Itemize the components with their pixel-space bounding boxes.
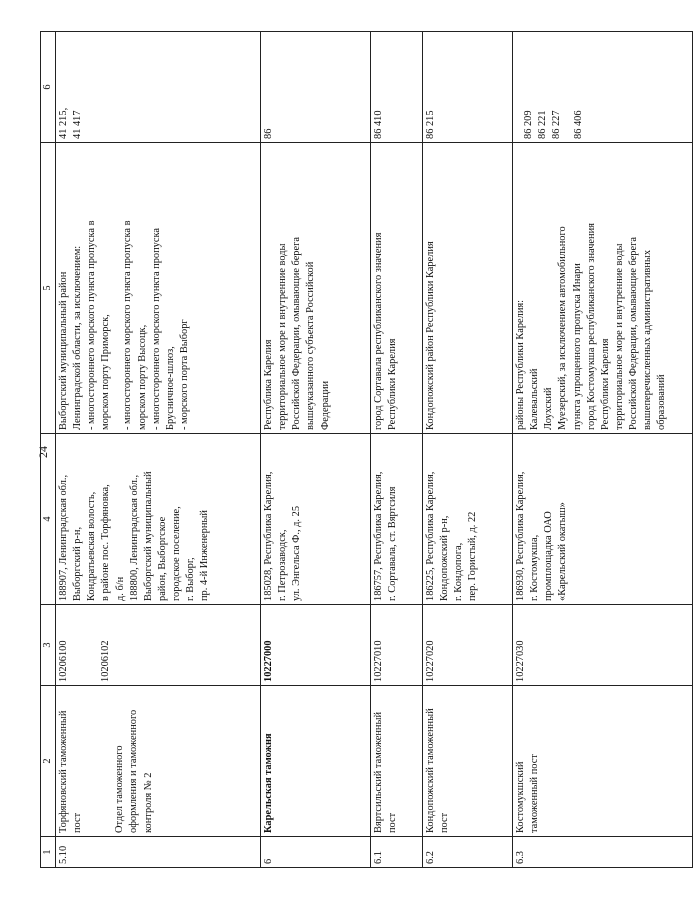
table-row [423, 31, 513, 867]
customs-posts-table [40, 31, 693, 868]
table-row [513, 31, 693, 867]
jurisdiction-line: - морского порта Выборг [178, 318, 190, 430]
row-number: 5.10 [58, 845, 69, 864]
jurisdiction-cell [56, 142, 261, 433]
post-code-cell [261, 604, 371, 685]
jurisdiction-line: Российской Федерации, омывающие берега [628, 236, 640, 430]
address-line: 185028, Республика Карелия, [263, 471, 274, 601]
post-name-line: Карельская таможня [263, 732, 274, 833]
header-row [41, 31, 56, 867]
address-cell [371, 433, 423, 604]
address-line: пр. 4-й Инженерный [199, 509, 211, 601]
column-header: 1 [41, 836, 56, 867]
post-code-cell [513, 604, 693, 685]
column-header: 2 [41, 685, 56, 836]
jurisdiction-line: Брусничное-шлюз, [164, 345, 176, 430]
row-number-cell [371, 836, 423, 867]
post-code: 10227010 [373, 639, 384, 682]
jurisdiction-line: - многостороннего морского пункта пропуска в [86, 220, 98, 430]
address-cell [513, 433, 693, 604]
address-line: в районе пос. Торфяновка, [100, 483, 112, 601]
post-code: 10227030 [515, 639, 526, 682]
row-number-cell [261, 836, 371, 867]
oktmo-code: 86 406 [573, 109, 585, 139]
address-line: «Карельский окатыш» [557, 501, 569, 601]
row-number: 6.3 [515, 850, 526, 864]
post-name-cell [371, 685, 423, 836]
address-line: ул. Энгельса Ф., д. 25 [291, 505, 303, 601]
oktmo-codes-cell [423, 31, 513, 142]
jurisdiction-line: вышеуказанного субъекта Российской [305, 261, 317, 430]
jurisdiction-line: Муезерский, за исключением автомобильного [557, 225, 569, 430]
post-name-cell [423, 685, 513, 836]
jurisdiction-line: районы Республики Карелия: [515, 299, 526, 430]
oktmo-code: 86 [263, 128, 274, 139]
jurisdiction-line: город Сортавала республиканского значения [373, 232, 384, 430]
jurisdiction-line: Российской Федерации, омывающие берега [291, 236, 303, 430]
post-code: 10227020 [425, 639, 436, 682]
row-number: 6 [263, 858, 274, 864]
address-line: д. б/н [114, 576, 126, 601]
oktmo-code: 41 215, [58, 107, 69, 139]
row-number-cell [513, 836, 693, 867]
jurisdiction-line: образований [656, 373, 668, 430]
oktmo-codes-cell [56, 31, 261, 142]
address-line: 188907, Ленинградская обл., [58, 474, 69, 601]
sub-post-name [113, 689, 155, 833]
page-number: 24 [36, 446, 50, 458]
row-number-cell [423, 836, 513, 867]
post-code: 10206100 [58, 639, 69, 682]
post-code: 10227000 [263, 639, 274, 682]
jurisdiction-cell [423, 142, 513, 433]
post-code-cell [423, 604, 513, 685]
jurisdiction-cell [261, 142, 371, 433]
post-code: 10206102 [100, 639, 112, 682]
post-name-cell [513, 685, 693, 836]
post-name-line: пост [72, 812, 84, 833]
jurisdiction-line: Выборгский муниципальный район [58, 271, 69, 430]
jurisdiction-line: Республика Карелия [263, 339, 274, 430]
jurisdiction-line: Калевальский [529, 368, 541, 430]
post-name-line: пост [387, 812, 399, 833]
address-line: 186757, Республика Карелия, [373, 471, 384, 601]
oktmo-code: 86 215 [425, 109, 436, 139]
address-line: район, Выборгское [156, 516, 168, 601]
column-header: 4 [41, 433, 56, 604]
column-header: 5 [41, 142, 56, 433]
address-line: пер. Гористый, д. 22 [467, 511, 479, 601]
address-line: г. Сортавала, ст. Вяртсиля [387, 486, 399, 601]
jurisdiction-line: территориальное море и внутренние воды [613, 242, 625, 430]
oktmo-code: 86 221 [536, 109, 548, 139]
jurisdiction-line: - многостороннего морского пункта пропуска в [122, 220, 134, 430]
address-line: г. Кондопога, [453, 542, 465, 601]
oktmo-code: 86 209 [522, 109, 534, 139]
column-header: 3 [41, 604, 56, 685]
oktmo-codes-cell [371, 31, 423, 142]
table-body [56, 31, 693, 867]
jurisdiction-line: Ленинградской области, за исключением: [72, 245, 84, 430]
sub-post-code [99, 608, 113, 682]
oktmo-code [514, 35, 522, 139]
address-cell [56, 433, 261, 604]
row-number: 6.2 [425, 850, 436, 864]
address-line: 188800, Ленинградская обл., [128, 474, 140, 601]
address-line: Кондопожский р-н, [439, 515, 451, 601]
table-row [371, 31, 423, 867]
post-name-cell [261, 685, 371, 836]
oktmo-code: 86 410 [373, 109, 384, 139]
jurisdiction-cell [371, 142, 423, 433]
row-number: 6.1 [373, 850, 384, 864]
address-line: 186930, Республика Карелия, [515, 471, 526, 601]
address-line: Кондратьевская волость, [86, 491, 98, 601]
jurisdiction-line: пункта упрощенного пропуска Инари [571, 262, 583, 430]
post-code-cell [371, 604, 423, 685]
address-line: 186225, Республика Карелия, [425, 471, 436, 601]
post-code-cell [56, 604, 261, 685]
jurisdiction-line: город Костомукша республиканского значения [585, 222, 597, 430]
address-cell [261, 433, 371, 604]
oktmo-code [564, 35, 572, 139]
column-header: 6 [41, 31, 56, 142]
address-line: городское поселение, [171, 505, 183, 601]
post-name-line: Костомукшский [515, 761, 526, 833]
table-row [261, 31, 371, 867]
address-line: Выборгский р-н, [72, 526, 84, 601]
jurisdiction-cell [513, 142, 693, 433]
post-name-line: Вяртсильский таможенный [373, 711, 384, 833]
post-name-line: таможенный пост [529, 753, 541, 833]
oktmo-code: 41 417 [72, 109, 84, 139]
jurisdiction-line: территориальное море и внутренние воды [277, 242, 289, 430]
address-line: промплощадка ОАО [543, 510, 555, 601]
address-line: г. Костомукша, [529, 534, 541, 601]
post-name-line: Торфяновский таможенный [58, 710, 69, 833]
jurisdiction-line: Республики Карелия [387, 338, 399, 430]
address-line: г. Петрозаводск, [277, 529, 289, 601]
post-name-line: Кондопожский таможенный [425, 707, 436, 833]
jurisdiction-line: морском порту Высоцк, [136, 324, 148, 430]
post-name-line: контроля № 2 [142, 772, 154, 833]
oktmo-code: 86 227 [551, 109, 563, 139]
jurisdiction-line: морском порту Приморск, [100, 313, 112, 430]
address-line: Выборгский муниципальный [142, 470, 154, 601]
post-name-cell [56, 685, 261, 836]
post-name-line: оформления и таможенного [128, 709, 140, 833]
jurisdiction-line: - многостороннего морского пункта пропуска [150, 227, 162, 430]
post-name-line: пост [439, 812, 451, 833]
table-row [56, 31, 261, 867]
oktmo-codes-cell [513, 31, 693, 142]
row-number-cell [56, 836, 261, 867]
jurisdiction-line: Кондопожский район Республики Карелия [425, 240, 436, 430]
jurisdiction-line [114, 146, 122, 430]
jurisdiction-line: Республики Карелия [599, 338, 611, 430]
address-line: г. Выборг, [185, 556, 197, 601]
oktmo-codes-cell [261, 31, 371, 142]
rotated-table-sheet [40, 38, 668, 868]
jurisdiction-line: Федерации [319, 380, 331, 430]
jurisdiction-line: вышеперечисленных административных [642, 249, 654, 430]
jurisdiction-line: Лоухский [543, 387, 555, 430]
post-name-line: Отдел таможенного [114, 744, 126, 833]
address-cell [423, 433, 513, 604]
